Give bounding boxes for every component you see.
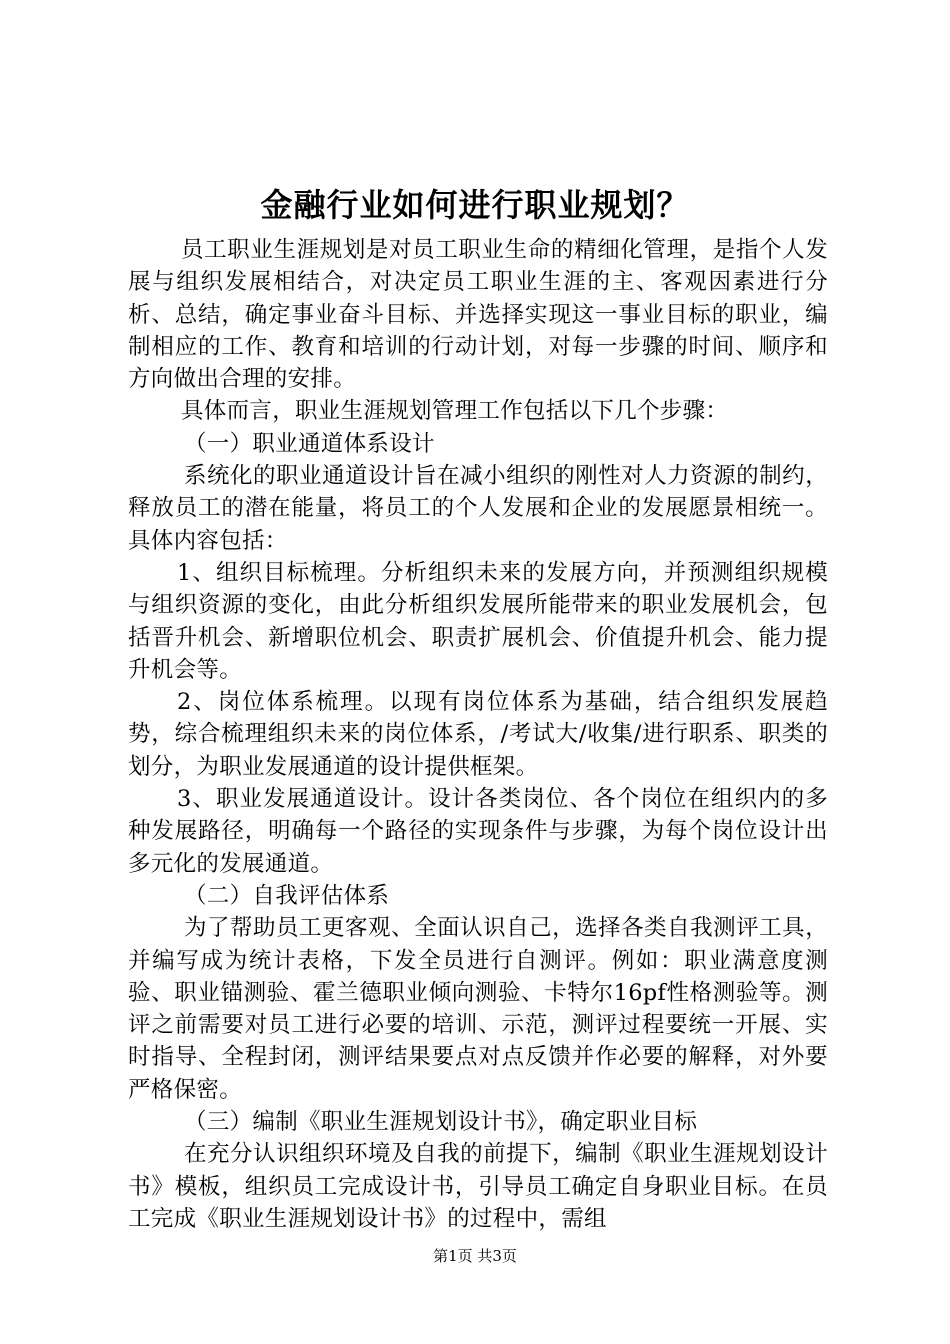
section-heading-1: （一）职业通道体系设计: [184, 430, 435, 457]
paragraph-steps-lead: 具体而言，职业生涯规划管理工作包括以下几个步骤：: [181, 398, 729, 425]
section-heading-2: （二）自我评估体系: [184, 882, 390, 909]
paragraph-intro: 员工职业生涯规划是对员工职业生命的精细化管理，是指个人发展与组织发展相结合，对决定员工职业生涯的主、客观因素进行分析、总结，确定事业奋斗目标、并选择实现这一事业目标的职业，编制相应的工作、教育和培训的行动计划，对每一步骤的时间、顺序和方向做出合理的安排。: [128, 237, 828, 393]
paragraph-plan-book: 在充分认识组织环境及自我的前提下，编制《职业生涯规划设计书》模板，组织员工完成设计书，引导员工确定自身职业目标。在员工完成《职业生涯规划设计书》的过程中，需组: [128, 1141, 828, 1232]
paragraph-career-path: 系统化的职业通道设计旨在减小组织的刚性对人力资源的制约，释放员工的潜在能量，将员工的个人发展和企业的发展愿景相统一。具体内容包括：: [128, 463, 828, 554]
section-heading-3: （三）编制《职业生涯规划设计书》，确定职业目标: [184, 1109, 698, 1136]
paragraph-self-assessment: 为了帮助员工更客观、全面认识自己，选择各类自我测评工具，并编写成为统计表格，下发全员进行自测评。例如：职业满意度测验、职业锚测验、霍兰德职业倾向测验、卡特尔16pf性格测验等。测评之前需要对员工进行必要的培训、示范，测评过程要统一开展、实时指导、全程封闭，测评结果要点对点反馈并作必要的解释，对外要严格保密。: [128, 915, 828, 1103]
list-item-1: 1、组织目标梳理。分析组织未来的发展方向，并预测组织规模与组织资源的变化，由此分析组织发展所能带来的职业发展机会，包括晋升机会、新增职位机会、职责扩展机会、价值提升机会、能力提升机会等。: [128, 559, 828, 683]
page-footer: 第1页 共3页: [433, 1247, 517, 1265]
list-item-3: 3、职业发展通道设计。设计各类岗位、各个岗位在组织内的多种发展路径，明确每一个路径的实现条件与步骤，为每个岗位设计出多元化的发展通道。: [128, 786, 828, 877]
list-item-2: 2、岗位体系梳理。以现有岗位体系为基础，结合组织发展趋势，综合梳理组织未来的岗位体系，/考试大/收集/进行职系、职类的划分，为职业发展通道的设计提供框架。: [128, 689, 828, 780]
document-body: [128, 234, 828, 1235]
document-title: 金融行业如何进行职业规划？: [260, 186, 690, 224]
